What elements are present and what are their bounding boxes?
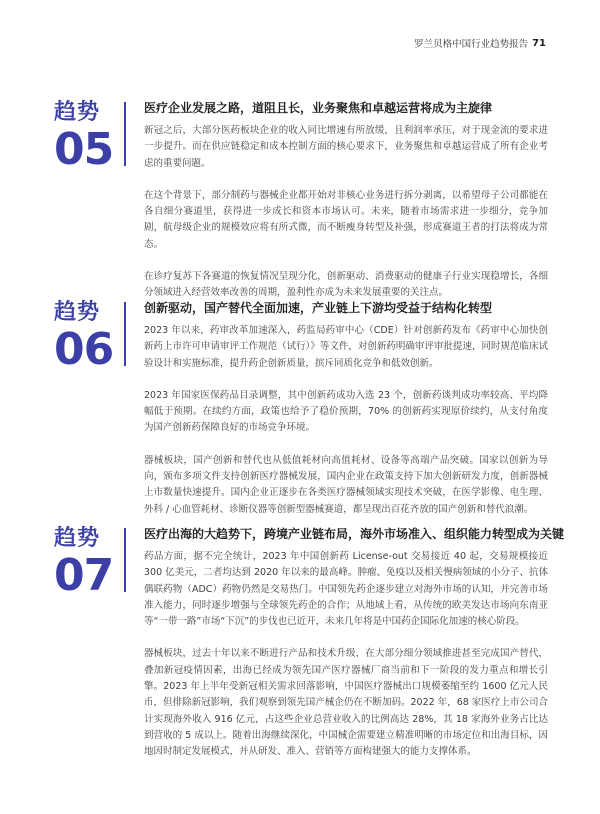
section-divider <box>124 102 126 166</box>
trend-label <box>54 100 124 175</box>
section-divider <box>124 528 126 592</box>
paragraph: 药品方面，据不完全统计，2023 年中国创新药 License-out 交易接近 40 起，交易规模接近 300 亿美元，二者均达到 2020 年以来的最高峰。肿瘤、免疫以及相关慢病领域的小分子、抗体偶联药物（ADC）药物仍然是交易热门。中国领先药企逐步建立对海外市场的认知，并完善市场准入能力，同时逐步增强与全球领先药企的合作；从地域上看，从传统的欧美发达市场向东南亚等“一带一路”市场“下沉”的步伐也已近开，未来几年将是中国药企国际化加速的核心阶段。 <box>144 551 548 628</box>
paragraph: 在诊疗复苏下各赛道的恢复情况呈现分化，创新驱动、消费驱动的健康子行业实现稳增长，各细分领域进入经营效率改善的周期，盈利性亦成为未来发展重要的关注点。 <box>144 271 548 299</box>
section-content <box>144 300 548 534</box>
page-number: 71 <box>532 37 546 49</box>
trend-label <box>54 526 124 601</box>
trend-label <box>54 300 124 375</box>
section-divider <box>124 302 126 366</box>
trend-word: 趋势 <box>54 300 101 325</box>
trend-number: 06 <box>54 324 114 375</box>
paragraph: 新冠之后，大部分医药板块企业的收入同比增速有所放缓，且利润率承压，对于现金流的要求进一步提升。而在供应链稳定和成本控制方面的核心要求下，业务聚焦和卓越运营成了所有企业考虑的重要问题。 <box>144 125 548 169</box>
section-title: 医疗企业发展之路，道阻且长，业务聚焦和卓越运营将成为主旋律 <box>144 101 493 115</box>
trend-number: 05 <box>54 124 114 175</box>
paragraph: 器械板块，国产创新和替代也从低值耗材向高值耗材、设备等高端产品突破。国家以创新为导向，颁布多项文件支持创新医疗器械发展，国内企业在政策支持下加大创新研发力度，创新器械上市数量快速提升。国内企业正逐步在各类医疗器械领域实现技术突破，在医学影像、电生理、外科 / 心血管耗材、诊断仪器等创新型器械赛道，都呈现出百花齐放的国产创新和替代浪潮。 <box>144 454 548 515</box>
paragraph: 2023 年以来，药审改革加速深入，药监局药审中心（CDE）针对创新药发布《药审中心加快创新药上市许可申请审评工作规范（试行）》等文件，对创新药明确审评审批提速，同时规范临床试验设计和实施标准，提升药企创新质量，摈斥同质化竞争和低效创新。 <box>144 325 548 369</box>
paragraph: 器械板块，过去十年以来不断进行产品和技术升级，在大部分细分领域推进甚至完成国产替代，叠加新冠疫情因素，出海已经成为领先国产医疗器械厂商当前和下一阶段的发力重点和增长引擎。2023 年上半年受新冠相关需求回落影响，中国医疗器械出口规模萎缩至约 1600 亿元人民币，但排除新冠影响，我们观察到领先国产械企仍在不断加码。2022 年，68 家医疗上市公司合计实现海外收入 916 亿元，占这些企业总营业收入的比例高达 28%，其 18 家海外业务占比达到营收的 5 成以上。随着出海继续深化，中国械企需要建立精准明晰的市场定位和出海目标，因地因时制定发展模式，并从研发、准入、营销等方面构建强大的能力支撑体系。 <box>144 648 548 758</box>
trend-word: 趋势 <box>54 100 101 125</box>
trend-number: 07 <box>54 550 114 601</box>
report-title: 罗兰贝格中国行业趋势报告 <box>414 39 529 50</box>
section-title: 创新驱动，国产替代全面加速，产业链上下游均受益于结构化转型 <box>144 301 493 315</box>
section-content <box>144 100 548 318</box>
trend-word: 趋势 <box>54 526 101 551</box>
section-title: 医疗出海的大趋势下，跨境产业链布局，海外市场准入、组织能力转型成为关键 <box>144 527 565 541</box>
paragraph: 2023 年国家医保药品目录调整，其中创新药成功入选 23 个，创新药谈判成功率较高、平均降幅低于预期。在续约方面，政策也给予了稳价预期，70% 的创新药实现原价续约，从支付角度为国产创新药保障良好的市场竞争环境。 <box>144 389 548 434</box>
paragraph: 在这个背景下，部分制药与器械企业都开始对非核心业务进行拆分剥离，以希望母子公司都能在各自细分赛道里，获得进一步成长和资本市场认可。未来，随着市场需求进一步细分，竞争加剧，航母级企业的规模效应将有所式微，而不断瘦身转型及补强，形成赛道王者的打法将成为常态。 <box>144 189 548 250</box>
section-content <box>144 526 565 777</box>
running-header <box>414 36 546 50</box>
